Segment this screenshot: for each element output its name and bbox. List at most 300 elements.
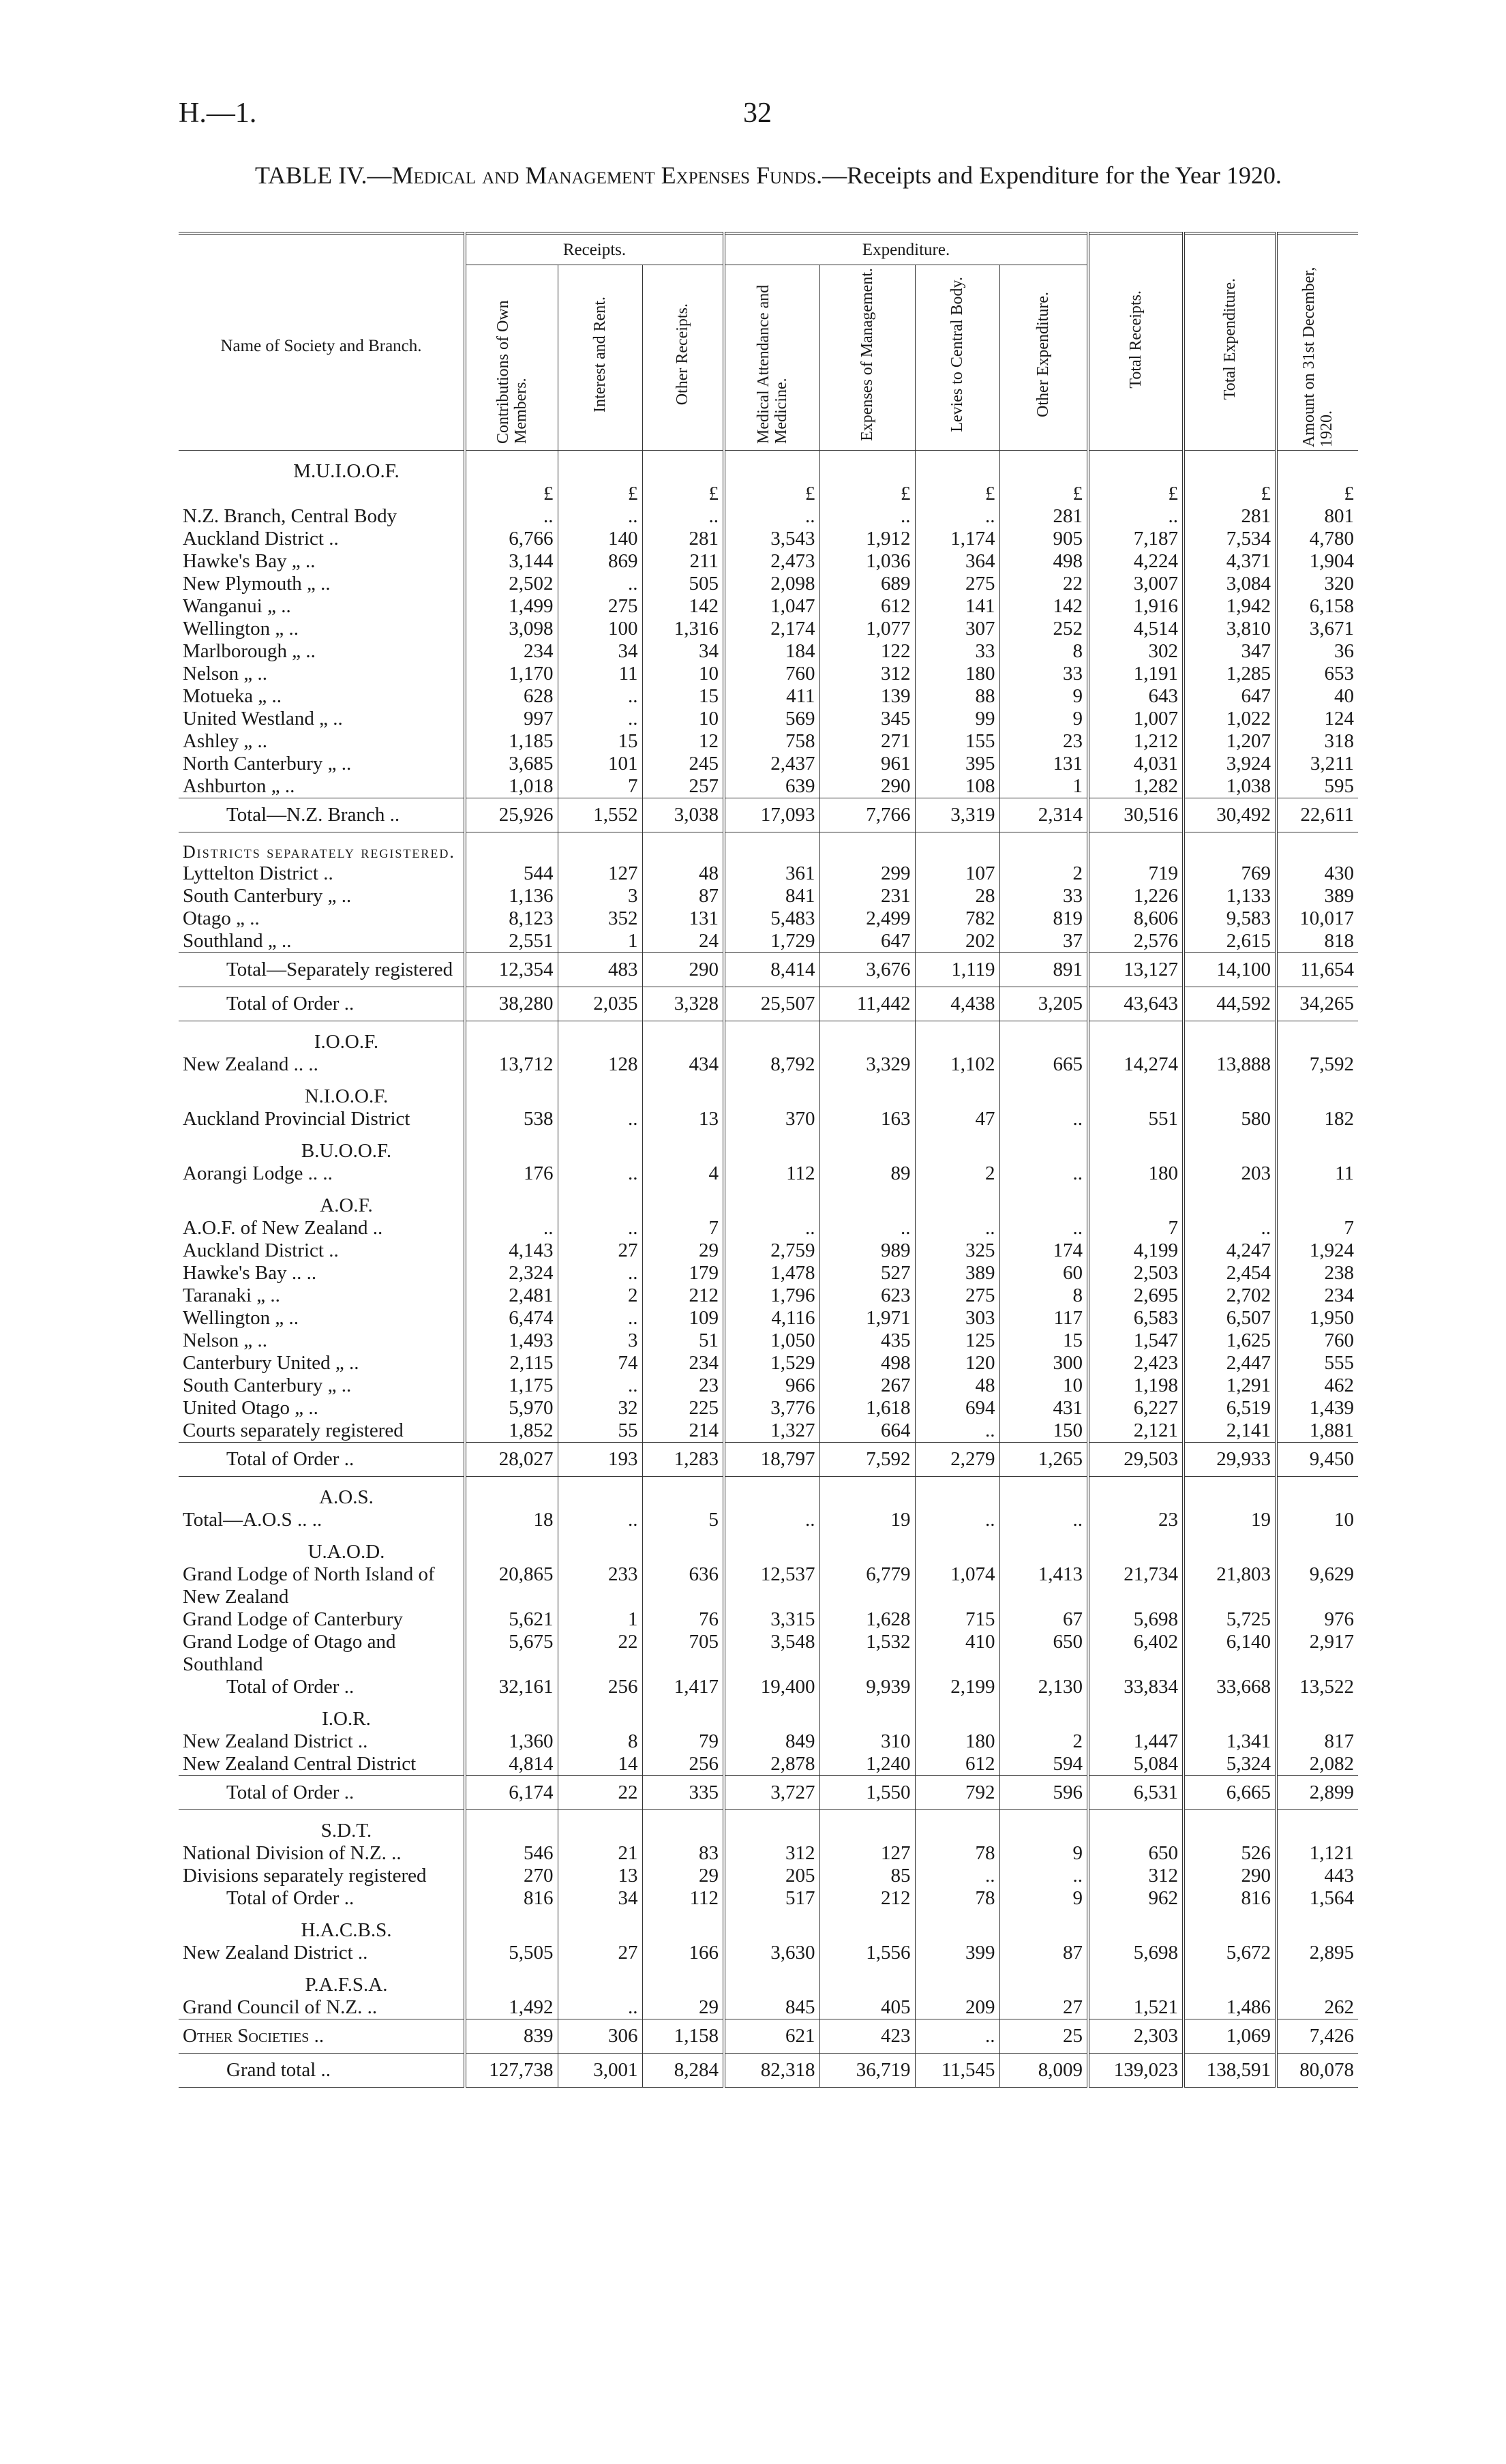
section-heading-row <box>179 1477 1358 1509</box>
value-cell: .. <box>642 505 724 528</box>
value-cell: 3,084 <box>1184 573 1276 595</box>
value-cell: .. <box>558 1108 642 1130</box>
empty-cell <box>999 1698 1088 1730</box>
total-row <box>179 1776 1358 1810</box>
value-cell: 21,734 <box>1088 1563 1184 1608</box>
value-cell: 3,329 <box>819 1053 915 1076</box>
value-cell: 841 <box>724 885 819 907</box>
table-row <box>179 1307 1358 1329</box>
value-cell: 989 <box>819 1239 915 1262</box>
empty-cell <box>1184 1964 1276 1996</box>
title-prefix: TABLE IV.— <box>255 162 392 189</box>
section-heading: Districts separately registered. <box>183 842 455 862</box>
value-cell: 1,327 <box>724 1419 819 1443</box>
value-cell: 1,119 <box>915 953 999 987</box>
value-cell: 318 <box>1276 730 1358 753</box>
value-cell: 3,727 <box>724 1776 819 1810</box>
value-cell: 816 <box>465 1887 558 1910</box>
value-cell: 13 <box>558 1865 642 1887</box>
value-cell: .. <box>724 1217 819 1239</box>
empty-cell <box>642 1531 724 1563</box>
empty-cell <box>642 1021 724 1054</box>
empty-cell <box>642 1477 724 1509</box>
value-cell: 67 <box>999 1608 1088 1631</box>
value-cell: 290 <box>1184 1865 1276 1887</box>
empty-cell <box>1088 1021 1184 1054</box>
value-cell: .. <box>558 708 642 730</box>
value-cell: 7 <box>558 775 642 798</box>
value-cell: 12 <box>642 730 724 753</box>
value-cell: 140 <box>558 528 642 550</box>
value-cell: .. <box>465 1217 558 1239</box>
empty-cell <box>999 1185 1088 1217</box>
table-row <box>179 1162 1358 1185</box>
value-cell: £ <box>558 483 642 505</box>
value-cell: 74 <box>558 1352 642 1374</box>
value-cell: 11,654 <box>1276 953 1358 987</box>
value-cell: 1,532 <box>819 1631 915 1676</box>
value-cell: 4,514 <box>1088 618 1184 640</box>
value-cell: 36 <box>1276 640 1358 663</box>
value-cell: 527 <box>819 1262 915 1284</box>
table-row <box>179 930 1358 953</box>
empty-cell <box>724 451 819 483</box>
receipts-group-header: Receipts. <box>465 233 724 265</box>
value-cell: 1,077 <box>819 618 915 640</box>
value-cell: 665 <box>999 1053 1088 1076</box>
empty-cell <box>724 1130 819 1162</box>
value-cell: 10 <box>1276 1509 1358 1531</box>
value-cell: 6,779 <box>819 1563 915 1608</box>
value-cell: 138,591 <box>1184 2054 1276 2088</box>
empty-cell <box>915 1477 999 1509</box>
value-cell: .. <box>915 505 999 528</box>
value-cell: 33,834 <box>1088 1676 1184 1698</box>
empty-cell <box>465 1130 558 1162</box>
value-cell: 17,093 <box>724 798 819 832</box>
value-cell: 6,583 <box>1088 1307 1184 1329</box>
total-expenditure-header: Total Expenditure. <box>1184 233 1276 451</box>
value-cell: 551 <box>1088 1108 1184 1130</box>
row-label: National Division of N.Z. .. <box>183 1842 402 1864</box>
value-cell: 306 <box>558 2019 642 2054</box>
value-cell: 2,899 <box>1276 1776 1358 1810</box>
value-cell: 20,865 <box>465 1563 558 1608</box>
value-cell: 141 <box>915 595 999 618</box>
value-cell: 1 <box>558 1608 642 1631</box>
value-cell: 443 <box>1276 1865 1358 1887</box>
value-cell: 34 <box>558 1887 642 1910</box>
value-cell: 3 <box>558 885 642 907</box>
empty-cell <box>1276 451 1358 483</box>
value-cell: 1,796 <box>724 1284 819 1307</box>
value-cell: 24 <box>642 930 724 953</box>
value-cell: 108 <box>915 775 999 798</box>
value-cell: 3,924 <box>1184 753 1276 775</box>
table-row <box>179 1509 1358 1531</box>
row-label: Nelson „ .. <box>183 663 268 685</box>
value-cell: 82,318 <box>724 2054 819 2088</box>
value-cell: 310 <box>819 1730 915 1753</box>
value-cell: 262 <box>1276 1996 1358 2019</box>
value-cell: 312 <box>724 1842 819 1865</box>
value-cell: 6,474 <box>465 1307 558 1329</box>
value-cell: 6,140 <box>1184 1631 1276 1676</box>
section-heading: A.O.S. <box>319 1486 374 1508</box>
value-cell: 9 <box>999 1842 1088 1865</box>
row-label: Total—A.O.S .. .. <box>183 1509 322 1531</box>
empty-cell <box>724 1021 819 1054</box>
value-cell: 299 <box>819 862 915 885</box>
value-cell: 639 <box>724 775 819 798</box>
row-label: Nelson „ .. <box>183 1329 268 1351</box>
value-cell: 435 <box>819 1329 915 1352</box>
value-cell: 257 <box>642 775 724 798</box>
empty-cell <box>1276 1531 1358 1563</box>
value-cell: £ <box>1276 483 1358 505</box>
value-cell: 55 <box>558 1419 642 1443</box>
value-cell: 1,912 <box>819 528 915 550</box>
value-cell: 117 <box>999 1307 1088 1329</box>
value-cell: 1,413 <box>999 1563 1088 1608</box>
empty-cell <box>1088 1130 1184 1162</box>
empty-cell <box>558 832 642 863</box>
value-cell: 14,274 <box>1088 1053 1184 1076</box>
value-cell: 612 <box>819 595 915 618</box>
value-cell: .. <box>999 1865 1088 1887</box>
value-cell: 595 <box>1276 775 1358 798</box>
value-cell: 1,552 <box>558 798 642 832</box>
value-cell: 142 <box>999 595 1088 618</box>
value-cell: 179 <box>642 1262 724 1284</box>
empty-cell <box>724 1698 819 1730</box>
value-cell: £ <box>642 483 724 505</box>
value-cell: 34 <box>642 640 724 663</box>
value-cell: 1,625 <box>1184 1329 1276 1352</box>
empty-cell <box>724 1076 819 1108</box>
row-label: Marlborough „ .. <box>183 640 316 662</box>
empty-cell <box>999 1531 1088 1563</box>
value-cell: 705 <box>642 1631 724 1676</box>
value-cell: 1,492 <box>465 1996 558 2019</box>
empty-cell <box>915 1076 999 1108</box>
value-cell: 1,478 <box>724 1262 819 1284</box>
value-cell: 174 <box>999 1239 1088 1262</box>
empty-cell <box>915 1021 999 1054</box>
value-cell: .. <box>558 685 642 708</box>
value-cell: 1,564 <box>1276 1887 1358 1910</box>
row-label: Ashley „ .. <box>183 730 268 752</box>
value-cell: 11 <box>558 663 642 685</box>
value-cell: 139 <box>819 685 915 708</box>
value-cell: 176 <box>465 1162 558 1185</box>
value-cell: 411 <box>724 685 819 708</box>
section-heading-row <box>179 1964 1358 1996</box>
empty-cell <box>1088 1531 1184 1563</box>
value-cell: 29 <box>642 1996 724 2019</box>
section-heading: I.O.R. <box>322 1708 371 1730</box>
value-cell: 8,792 <box>724 1053 819 1076</box>
table-row <box>179 528 1358 550</box>
value-cell: 43,643 <box>1088 987 1184 1021</box>
value-cell: 2,447 <box>1184 1352 1276 1374</box>
value-cell: 3,315 <box>724 1608 819 1631</box>
row-label: Auckland Provincial District <box>183 1108 410 1130</box>
empty-cell <box>465 1185 558 1217</box>
value-cell: 3,776 <box>724 1397 819 1419</box>
value-cell: 11 <box>1276 1162 1358 1185</box>
management-header: Expenses of Management. <box>819 265 915 451</box>
value-cell: 352 <box>558 907 642 930</box>
value-cell: 345 <box>819 708 915 730</box>
empty-cell <box>999 1477 1088 1509</box>
value-cell: 760 <box>1276 1329 1358 1352</box>
value-cell: 6,531 <box>1088 1776 1184 1810</box>
value-cell: 29 <box>642 1865 724 1887</box>
empty-cell <box>1184 1021 1276 1054</box>
empty-cell <box>819 1910 915 1942</box>
row-label: New Zealand District .. <box>183 1730 368 1752</box>
empty-cell <box>724 1477 819 1509</box>
value-cell: 38,280 <box>465 987 558 1021</box>
row-label: Wellington „ .. <box>183 618 299 640</box>
table-row <box>179 1631 1358 1676</box>
value-cell: 80,078 <box>1276 2054 1358 2088</box>
value-cell: 3,098 <box>465 618 558 640</box>
value-cell: 303 <box>915 1307 999 1329</box>
value-cell: 13,522 <box>1276 1676 1358 1698</box>
levies-header: Levies to Central Body. <box>915 265 999 451</box>
value-cell: 128 <box>558 1053 642 1076</box>
value-cell: 238 <box>1276 1262 1358 1284</box>
value-cell: 15 <box>558 730 642 753</box>
table-row <box>179 1730 1358 1753</box>
row-label: Motueka „ .. <box>183 685 282 707</box>
value-cell: 8,284 <box>642 2054 724 2088</box>
value-cell: 6,665 <box>1184 1776 1276 1810</box>
empty-cell <box>642 1130 724 1162</box>
table-row <box>179 1262 1358 1284</box>
value-cell: 6,227 <box>1088 1397 1184 1419</box>
value-cell: 4,780 <box>1276 528 1358 550</box>
value-cell: 25 <box>999 2019 1088 2054</box>
value-cell: £ <box>1184 483 1276 505</box>
table-row <box>179 708 1358 730</box>
empty-cell <box>819 1130 915 1162</box>
value-cell: .. <box>915 1865 999 1887</box>
empty-cell <box>1184 1076 1276 1108</box>
value-cell: 10 <box>642 663 724 685</box>
value-cell: 2,115 <box>465 1352 558 1374</box>
value-cell: 231 <box>819 885 915 907</box>
empty-cell <box>642 1964 724 1996</box>
value-cell: £ <box>724 483 819 505</box>
value-cell: 819 <box>999 907 1088 930</box>
value-cell: 27 <box>999 1996 1088 2019</box>
empty-cell <box>915 1910 999 1942</box>
value-cell: .. <box>558 1307 642 1329</box>
value-cell: 3,211 <box>1276 753 1358 775</box>
value-cell: 869 <box>558 550 642 573</box>
value-cell: 9,939 <box>819 1676 915 1698</box>
value-cell: 364 <box>915 550 999 573</box>
value-cell: 580 <box>1184 1108 1276 1130</box>
value-cell: 2,199 <box>915 1676 999 1698</box>
value-cell: 555 <box>1276 1352 1358 1374</box>
value-cell: 307 <box>915 618 999 640</box>
value-cell: 6,402 <box>1088 1631 1184 1676</box>
value-cell: 2,130 <box>999 1676 1088 1698</box>
value-cell: 389 <box>1276 885 1358 907</box>
value-cell: 2,895 <box>1276 1942 1358 1964</box>
row-label: Grand total .. <box>179 2054 465 2088</box>
value-cell: 3,205 <box>999 987 1088 1021</box>
total-row <box>179 987 1358 1021</box>
value-cell: 816 <box>1184 1887 1276 1910</box>
value-cell: 1,942 <box>1184 595 1276 618</box>
empty-cell <box>1276 1021 1358 1054</box>
empty-cell <box>642 1185 724 1217</box>
value-cell: 202 <box>915 930 999 953</box>
value-cell: .. <box>558 1509 642 1531</box>
empty-cell <box>915 832 999 863</box>
value-cell: 127 <box>558 862 642 885</box>
value-cell: 498 <box>819 1352 915 1374</box>
section-heading-row <box>179 1910 1358 1942</box>
section-heading-row <box>179 1185 1358 1217</box>
value-cell: 281 <box>642 528 724 550</box>
value-cell: 9,450 <box>1276 1443 1358 1477</box>
value-cell: 1,191 <box>1088 663 1184 685</box>
value-cell: 28 <box>915 885 999 907</box>
table-row <box>179 1996 1358 2019</box>
value-cell: 966 <box>724 1374 819 1397</box>
value-cell: .. <box>558 1374 642 1397</box>
table-row <box>179 1865 1358 1887</box>
value-cell: 302 <box>1088 640 1184 663</box>
value-cell: 29,933 <box>1184 1443 1276 1477</box>
value-cell: 85 <box>819 1865 915 1887</box>
value-cell: 1,729 <box>724 930 819 953</box>
value-cell: 245 <box>642 753 724 775</box>
empty-cell <box>819 832 915 863</box>
empty-cell <box>558 1076 642 1108</box>
empty-cell <box>915 1185 999 1217</box>
value-cell: 214 <box>642 1419 724 1443</box>
empty-cell <box>1184 1185 1276 1217</box>
table-row <box>179 907 1358 930</box>
empty-cell <box>465 451 558 483</box>
value-cell: 51 <box>642 1329 724 1352</box>
value-cell: 281 <box>1184 505 1276 528</box>
value-cell: 2,702 <box>1184 1284 1276 1307</box>
value-cell: 1,547 <box>1088 1329 1184 1352</box>
value-cell: 234 <box>465 640 558 663</box>
value-cell: 4,116 <box>724 1307 819 1329</box>
value-cell: 1,265 <box>999 1443 1088 1477</box>
empty-cell <box>558 1185 642 1217</box>
empty-cell <box>465 1477 558 1509</box>
value-cell: 1,170 <box>465 663 558 685</box>
value-cell: 275 <box>558 595 642 618</box>
value-cell: .. <box>915 1419 999 1443</box>
value-cell: 628 <box>465 685 558 708</box>
value-cell: 1,360 <box>465 1730 558 1753</box>
empty-cell <box>642 1810 724 1843</box>
value-cell: 10,017 <box>1276 907 1358 930</box>
empty-cell <box>915 451 999 483</box>
value-cell: 18 <box>465 1509 558 1531</box>
value-cell: 792 <box>915 1776 999 1810</box>
row-label: New Zealand District .. <box>183 1942 368 1964</box>
value-cell: £ <box>1088 483 1184 505</box>
empty-cell <box>1184 451 1276 483</box>
table-row <box>179 1563 1358 1608</box>
value-cell: 23 <box>999 730 1088 753</box>
value-cell: 505 <box>642 573 724 595</box>
value-cell: 817 <box>1276 1730 1358 1753</box>
value-cell: 410 <box>915 1631 999 1676</box>
value-cell: 1,881 <box>1276 1419 1358 1443</box>
table-row <box>179 1352 1358 1374</box>
value-cell: 10 <box>999 1374 1088 1397</box>
value-cell: 612 <box>915 1753 999 1776</box>
value-cell: £ <box>465 483 558 505</box>
value-cell: 150 <box>999 1419 1088 1443</box>
value-cell: .. <box>558 573 642 595</box>
section-heading: M.U.I.O.O.F. <box>293 460 400 482</box>
section-heading: U.A.O.D. <box>307 1541 385 1563</box>
value-cell: 782 <box>915 907 999 930</box>
row-label: Canterbury United „ .. <box>183 1352 359 1374</box>
value-cell: 233 <box>558 1563 642 1608</box>
value-cell: 2 <box>999 1730 1088 1753</box>
value-cell: 252 <box>999 618 1088 640</box>
value-cell: 256 <box>558 1676 642 1698</box>
empty-cell <box>1184 1810 1276 1843</box>
value-cell: 483 <box>558 953 642 987</box>
table-row <box>179 1329 1358 1352</box>
value-cell: .. <box>558 1996 642 2019</box>
value-cell: 107 <box>915 862 999 885</box>
value-cell: 325 <box>915 1239 999 1262</box>
value-cell: 498 <box>999 550 1088 573</box>
empty-cell <box>1276 1910 1358 1942</box>
value-cell: 22 <box>558 1776 642 1810</box>
value-cell: 1,291 <box>1184 1374 1276 1397</box>
empty-cell <box>1088 1477 1184 1509</box>
total-row <box>179 953 1358 987</box>
value-cell: 12,354 <box>465 953 558 987</box>
page-number: 32 <box>743 97 772 129</box>
table-row <box>179 1284 1358 1307</box>
empty-cell <box>819 451 915 483</box>
empty-cell <box>724 1531 819 1563</box>
value-cell: 5,672 <box>1184 1942 1276 1964</box>
section-heading: P.A.F.S.A. <box>305 1974 388 1996</box>
value-cell: 845 <box>724 1996 819 2019</box>
row-label: Other Societies .. <box>179 2019 465 2054</box>
value-cell: 7,426 <box>1276 2019 1358 2054</box>
row-label: Grand Lodge of Otago and Southland <box>183 1631 396 1675</box>
value-cell: 905 <box>999 528 1088 550</box>
value-cell: .. <box>558 505 642 528</box>
value-cell: 3,810 <box>1184 618 1276 640</box>
value-cell: 650 <box>1088 1842 1184 1865</box>
expenditure-group-header: Expenditure. <box>724 233 1088 265</box>
value-cell: 13,888 <box>1184 1053 1276 1076</box>
value-cell: 891 <box>999 953 1088 987</box>
